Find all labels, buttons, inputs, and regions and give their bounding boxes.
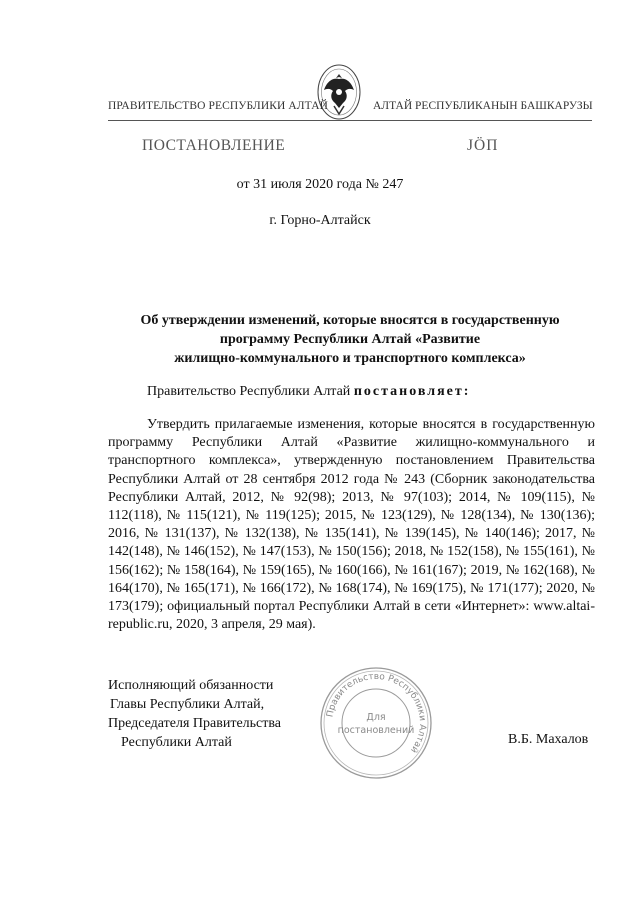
official-stamp-icon <box>318 665 434 781</box>
header-divider <box>108 120 592 121</box>
title-line: Об утверждении изменений, которые вносятся в государственную <box>140 313 560 328</box>
decree-city: г. Горно-Алтайск <box>269 213 371 228</box>
signature-line: Председателя Правительства <box>108 716 282 731</box>
decree-title <box>108 311 592 368</box>
title-line: жилищно-коммунального и транспортного комплекса» <box>174 351 526 366</box>
title-line: программу Республики Алтай «Развитие <box>219 332 481 347</box>
doc-type-russian: ПОСТАНОВЛЕНИЕ <box>142 137 286 154</box>
header-org-altai: АЛТАЙ РЕСПУБЛИКАНЫН БАШКАРУЗЫ <box>373 100 593 112</box>
doc-type-altai: ЈӦП <box>467 137 499 154</box>
stamp-center-line: Для <box>366 712 386 723</box>
signatory-name: В.Б. Махалов <box>508 732 589 747</box>
resolution-verb: постановляет: <box>353 384 471 399</box>
signature-line: Исполняющий обязанности <box>108 678 274 693</box>
header-org-russian: ПРАВИТЕЛЬСТВО РЕСПУБЛИКИ АЛТАЙ <box>108 100 329 112</box>
decree-body: Утвердить прилагаемые изменения, которые вносятся в государственную программу Республики Алтай «Развитие жилищно-коммунального и транспортного комплекса», утвержденную постановлением Правительства Республики Алтай от 28 сентября 2012 года № 243 (Сборник законодательства Республики Алтай, 2012, № 92(98); 2013, № 97(103); 2014, № 109(115), № 112(118), № 115(121), № 119(125); 2015, № 123(129), № 128(134), № 130(136); 2016, № 131(137), № 132(138), № 135(141), № 139(145), № 140(146); 2017, № 142(148), № 146(152), № 147(153), № 150(156); 2018, № 152(158), № 155(161), № 156(162); № 158(164), № 159(165), № 160(166), № 161(167); 2019, № 162(168), № 164(170), № 165(171), № 166(172), № 168(174), № 169(175), № 171(177); 2020, № 173(179); официальный портал Республики Алтай в сети «Интернет»: www.altai-republic.ru, 2020, 3 апреля, 29 мая). <box>108 417 595 633</box>
coat-of-arms-icon <box>316 62 362 122</box>
stamp-ring-text: Правительство Республики Алтай <box>325 671 428 755</box>
resolution-line <box>147 384 470 400</box>
signature-line: Республики Алтай <box>121 735 232 750</box>
stamp-center-line: постановлений <box>337 725 415 736</box>
resolution-subject: Правительство Республики Алтай <box>147 384 351 399</box>
signature-line: Главы Республики Алтай, <box>110 697 265 712</box>
decree-date: от 31 июля 2020 года № 247 <box>236 177 404 192</box>
signature-block <box>108 676 281 752</box>
